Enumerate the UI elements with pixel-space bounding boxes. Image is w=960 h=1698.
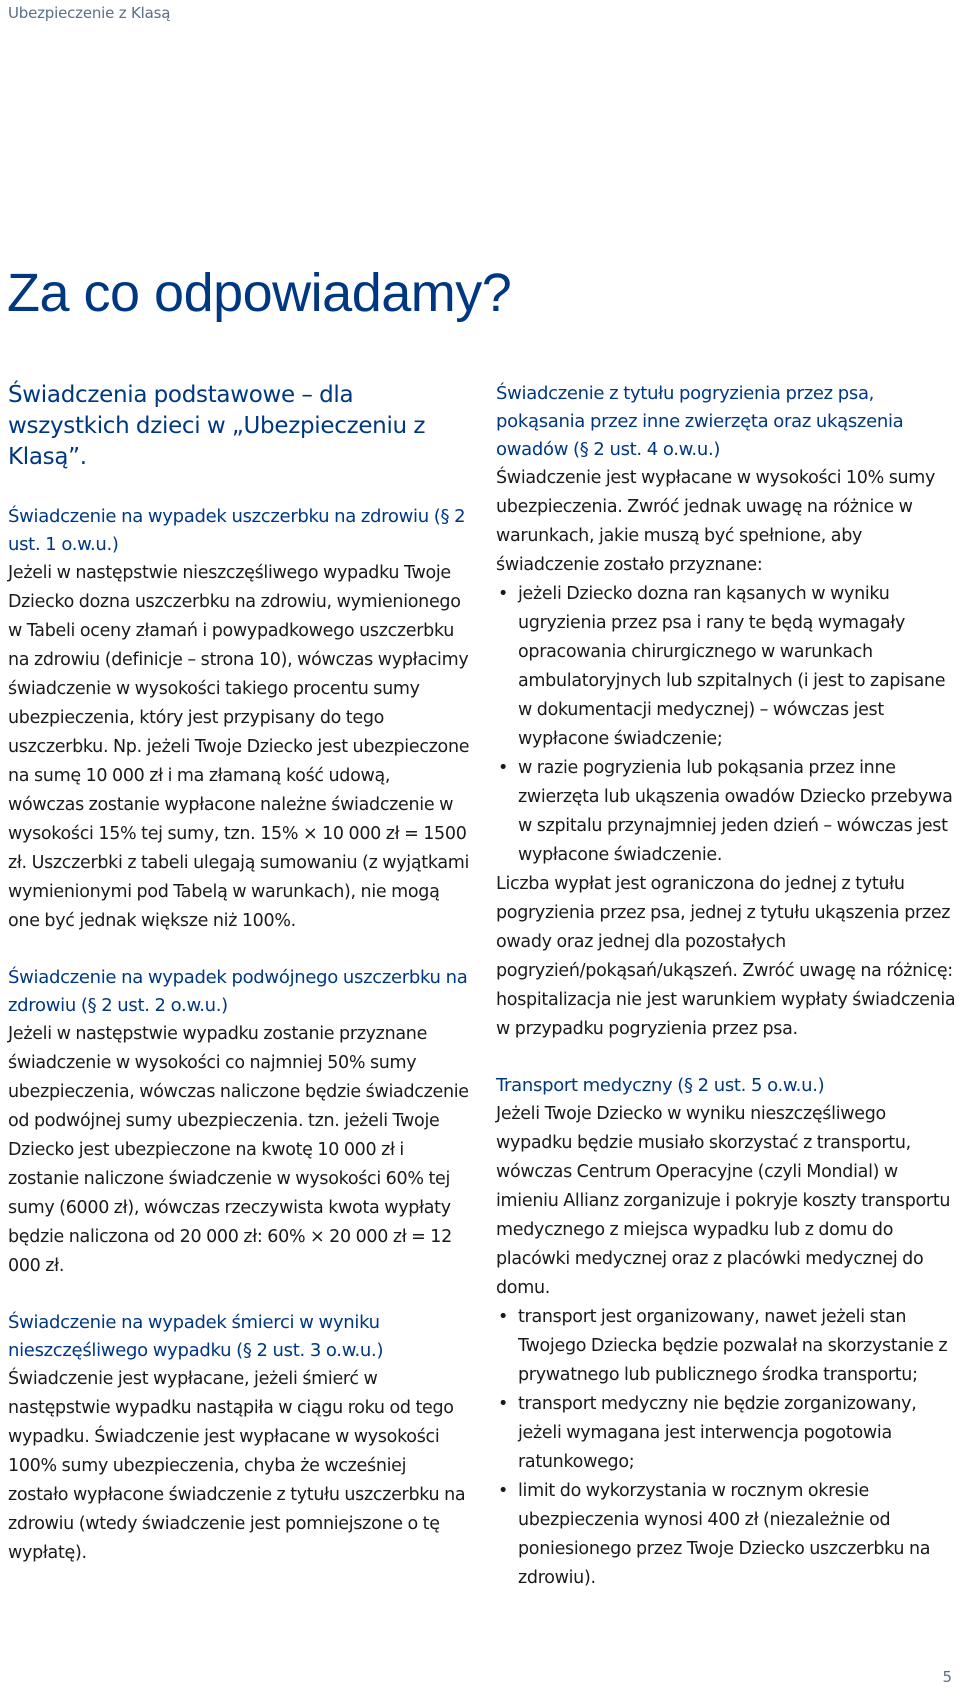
section-body: Świadczenie jest wypłacane, jeżeli śmierć w następstwie wypadku nastąpiła w ciągu roku od tego wypadku. Świadczenie jest wypłacane w wysokości 100% sumy ubezpieczenia, chyba że wcześniej zostało wypłacone świadczenie z tytułu uszczerbku na zdrowiu (wtedy świadczenie jest pomniejszone o tę wypłatę). xyxy=(8,1369,466,1563)
page-title: Za co odpowiadamy? xyxy=(7,263,512,323)
section-heading: Transport medyczny (§ 2 ust. 5 o.w.u.) xyxy=(496,1075,825,1096)
list-item-text: limit do wykorzystania w rocznym okresie ubezpieczenia wynosi 400 zł (niezależnie od poniesionego przez Twoje Dziecko uszczerbku na zdrowiu). xyxy=(518,1481,931,1588)
list-item xyxy=(496,754,956,870)
section-body: Jeżeli w następstwie wypadku zostanie przyznane świadczenie w wysokości co najmniej 50% sumy ubezpieczenia, wówczas naliczone będzie świadczenie od podwójnej sumy ubezpieczenia. tzn. jeżeli Twoje Dziecko jest ubezpieczone na kwotę 10 000 zł i zostanie naliczone świadczenie w wysokości 60% tej sumy (6000 zł), wówczas rzeczywista kwota wypłaty będzie naliczona od 20 000 zł: 60% × 20 000 zł = 12 000 zł. xyxy=(8,1024,469,1276)
section-death xyxy=(8,1309,470,1568)
list-item-text: transport medyczny nie będzie zorganizowany, jeżeli wymagana jest interwencja pogotowia ratunkowego; xyxy=(518,1394,917,1472)
bullet-list xyxy=(496,580,956,870)
running-header: Ubezpieczenie z Klasą xyxy=(8,4,171,22)
section-heading: Świadczenie z tytułu pogryzienia przez psa, pokąsania przez inne zwierzęta oraz ukąszenia owadów (§ 2 ust. 4 o.w.u.) xyxy=(496,383,904,460)
section-animal-bites xyxy=(496,380,956,1044)
section-double-injury xyxy=(8,964,470,1281)
section-heading: Świadczenie na wypadek uszczerbku na zdrowiu (§ 2 ust. 1 o.w.u.) xyxy=(8,506,466,555)
section-outro: Liczba wypłat jest ograniczona do jednej z tytułu pogryzienia przez psa, jednej z tytułu ukąszenia przez owady oraz jednej dla pozostałych pogryzień/pokąsań/ukąszeń. Zwróć uwagę na różnicę: hospitalizacja nie jest warunkiem wypłaty świadczenia w przypadku pogryzienia przez psa. xyxy=(496,874,956,1039)
left-column xyxy=(8,380,470,1596)
list-item-text: w razie pogryzienia lub pokąsania przez inne zwierzęta lub ukąszenia owadów Dziecko przebywa w szpitalu przynajmniej jeden dzień – wówczas jest wypłacone świadczenie. xyxy=(518,758,953,865)
section-medical-transport xyxy=(496,1072,956,1593)
list-item xyxy=(496,1303,956,1390)
section-intro: Świadczenie jest wypłacane w wysokości 10% sumy ubezpieczenia. Zwróć jednak uwagę na różnice w warunkach, jakie muszą być spełnione, aby świadczenie zostało przyznane: xyxy=(496,468,936,575)
left-column-heading: Świadczenia podstawowe – dla wszystkich dzieci w „Ubezpieczeniu z Klasą”. xyxy=(8,382,426,470)
bullet-icon: • xyxy=(498,1307,509,1327)
bullet-list xyxy=(496,1303,956,1593)
bullet-icon: • xyxy=(498,584,509,604)
list-item xyxy=(496,580,956,754)
bullet-icon: • xyxy=(498,1394,509,1414)
list-item xyxy=(496,1477,956,1593)
list-item xyxy=(496,1390,956,1477)
section-health-injury xyxy=(8,503,470,936)
list-item-text: jeżeli Dziecko dozna ran kąsanych w wyniku ugryzienia przez psa i rany te będą wymagały opracowania chirurgicznego w warunkach ambulatoryjnych lub szpitalnych (i jest to zapisane w dokumentacji medycznej) – wówczas jest wypłacone świadczenie; xyxy=(518,584,946,749)
page-number: 5 xyxy=(942,1668,952,1686)
bullet-icon: • xyxy=(498,758,509,778)
section-heading: Świadczenie na wypadek podwójnego uszczerbku na zdrowiu (§ 2 ust. 2 o.w.u.) xyxy=(8,967,468,1016)
section-intro: Jeżeli Twoje Dziecko w wyniku nieszczęśliwego wypadku będzie musiało skorzystać z transportu, wówczas Centrum Operacyjne (czyli Mondial) w imieniu Allianz zorganizuje i pokryje koszty transportu medycznego z miejsca wypadku lub z domu do placówki medycznej oraz z placówki medycznej do domu. xyxy=(496,1104,951,1298)
right-column xyxy=(496,380,956,1621)
section-heading: Świadczenie na wypadek śmierci w wyniku nieszczęśliwego wypadku (§ 2 ust. 3 o.w.u.) xyxy=(8,1312,384,1361)
bullet-icon: • xyxy=(498,1481,509,1501)
section-body: Jeżeli w następstwie nieszczęśliwego wypadku Twoje Dziecko dozna uszczerbku na zdrowiu, wymienionego w Tabeli oceny złamań i powypadkowego uszczerbku na zdrowiu (definicje – strona 10), wówczas wypłacimy świadczenie w wysokości takiego procentu sumy ubezpieczenia, który jest przypisany do tego uszczerbku. Np. jeżeli Twoje Dziecko jest ubezpieczone na sumę 10 000 zł i ma złamaną kość udową, wówczas zostanie wypłacone należne świadczenie w wysokości 15% tej sumy, tzn. 15% × 10 000 zł = 1500 zł. Uszczerbki z tabeli ulegają sumowaniu (z wyjątkami wymienionymi pod Tabelą w warunkach), nie mogą one być jednak większe niż 100%. xyxy=(8,563,470,931)
list-item-text: transport jest organizowany, nawet jeżeli stan Twojego Dziecka będzie pozwalał na skorzystanie z prywatnego lub publicznego środka transportu; xyxy=(518,1307,948,1385)
